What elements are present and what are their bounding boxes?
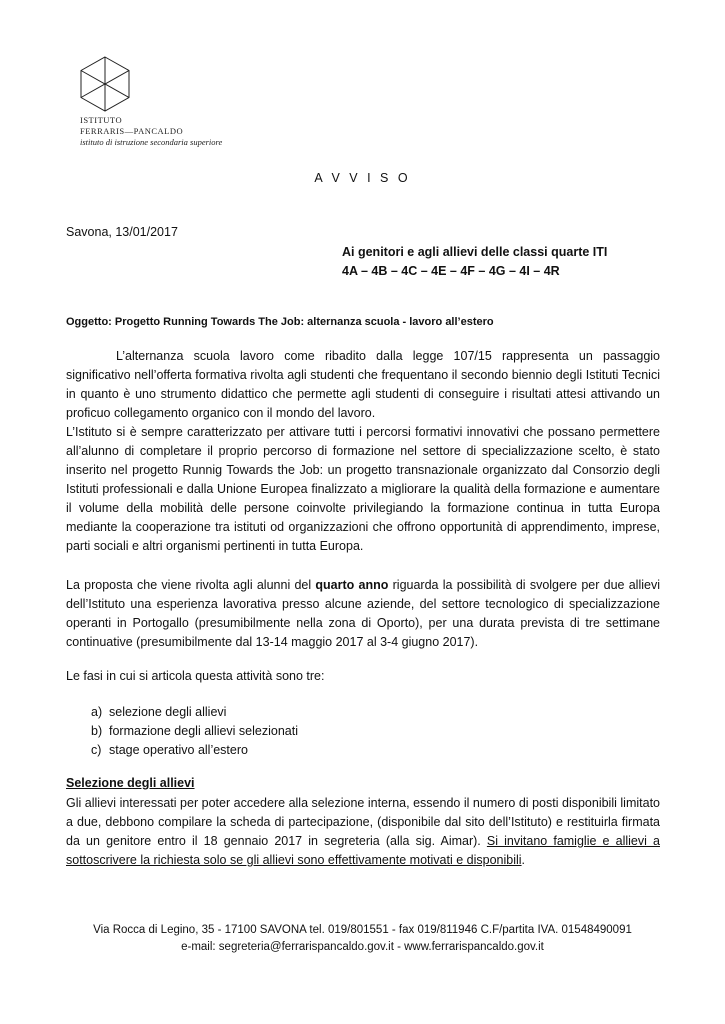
intro-paragraph [66, 347, 660, 556]
phases-list [91, 703, 298, 760]
hexagon-cube-icon [78, 56, 132, 112]
intro-paragraph-part1: L’alternanza scuola lavoro come ribadito dalla legge 107/15 rappresenta un passaggio significativo nell’offerta formativa rivolta agli studenti che frequentano il secondo biennio degli Istituti Tecnici in quanto è uno strumento didattico che permette agli studenti di conseguire i risultati attesi attivando un proficuo collegamento organico con il mondo del lavoro. [66, 349, 660, 420]
recipients-block [342, 243, 607, 281]
proposal-text-after: riguarda la possibilità di svolgere per due allievi dell’Istituto una esperienza lavorativa presso alcune aziende, del settore tecnologico di specializzazione operanti in Portogallo (presumibilmente nella zona di Oporto), per una durata prevista di tre settimane continuative (presumibilmente dal 13-14 maggio 2017 al 3-4 giugno 2017). [66, 578, 660, 649]
footer-contacts: e-mail: segreteria@ferrarispancaldo.gov.it - www.ferrarispancaldo.gov.it [181, 941, 544, 953]
intro-paragraph-part2: L’Istituto si è sempre caratterizzato per attivare tutti i percorsi formativi innovativi che possano permettere all’alunno di completare il proprio percorso di formazione nel settore di specializzazione scelto, è stato inserito nel progetto Runnig Towards the Job: un progetto transnazionale organizzato dal Consorzio degli Istituti professionali e dalla Unione Europea finalizzato a migliorare la qualità della formazione e aumentare il volume della mobilità delle persone coinvolte privilegiando la formazione continua in tutta Europa mediante la cooperazione tra istituti od organizzazioni che offrono opportunità di apprendimento, imprese, parti sociali e altri organismi pertinenti in tutta Europa. [66, 425, 660, 553]
list-item: a) selezione degli allievi [91, 705, 227, 719]
logo-school-name: FERRARIS—PANCALDO [80, 126, 184, 136]
classes-line: 4A – 4B – 4C – 4E – 4F – 4G – 4I – 4R [342, 264, 560, 278]
selection-text: Gli allievi interessati per poter accedere alla selezione interna, essendo il numero di posti disponibili limitato a due, debbono compilare la scheda di partecipazione, (disponibile dal sito dell’Istituto) e restituirla firmata da un genitore entro il 18 gennaio 2017 in segreteria (alla sig. Aimar). [66, 796, 660, 848]
proposal-paragraph [66, 576, 660, 652]
selection-paragraph: Gli allievi interessati per poter accedere alla selezione interna, essendo il numero di posti disponibili limitato a due, debbono compilare la scheda di partecipazione, (disponibile dal sito dell’Istituto) e restituirla firmata da un genitore entro il 18 gennaio 2017 in segreteria (alla sig. Aimar). Si invitano famiglie e allievi a sottoscrivere la richiesta solo se gli allievi sono effettivamente motivati e disponibili. [66, 796, 660, 867]
proposal-highlight: quarto anno [315, 578, 389, 592]
footer-address: Via Rocca di Legino, 35 - 17100 SAVONA tel. 019/801551 - fax 019/811946 C.F/partita IVA. 01548490091 [93, 924, 632, 936]
selection-underlined-text: Si invitano famiglie e allievi a sottoscrivere la richiesta solo se gli allievi sono effettivamente motivati e disponibili [66, 834, 660, 867]
logo-tagline: istituto di istruzione secondaria superiore [80, 137, 223, 147]
list-item: b) formazione degli allievi selezionati [91, 724, 298, 738]
phases-intro: Le fasi in cui si articola questa attività sono tre: [66, 669, 325, 683]
list-item: c) stage operativo all’estero [91, 743, 248, 757]
notice-title: A V V I S O [314, 171, 411, 185]
selection-heading: Selezione degli allievi [66, 776, 195, 790]
proposal-text-before: La proposta che viene rivolta agli alunni del [66, 578, 316, 592]
date-line: Savona, 13/01/2017 [66, 225, 178, 239]
subject-line: Oggetto: Progetto Running Towards The Job: alternanza scuola - lavoro all’estero [66, 316, 494, 328]
logo-institute-label: ISTITUTO [80, 115, 123, 125]
recipients-line: Ai genitori e agli allievi delle classi quarte ITI [342, 245, 608, 259]
